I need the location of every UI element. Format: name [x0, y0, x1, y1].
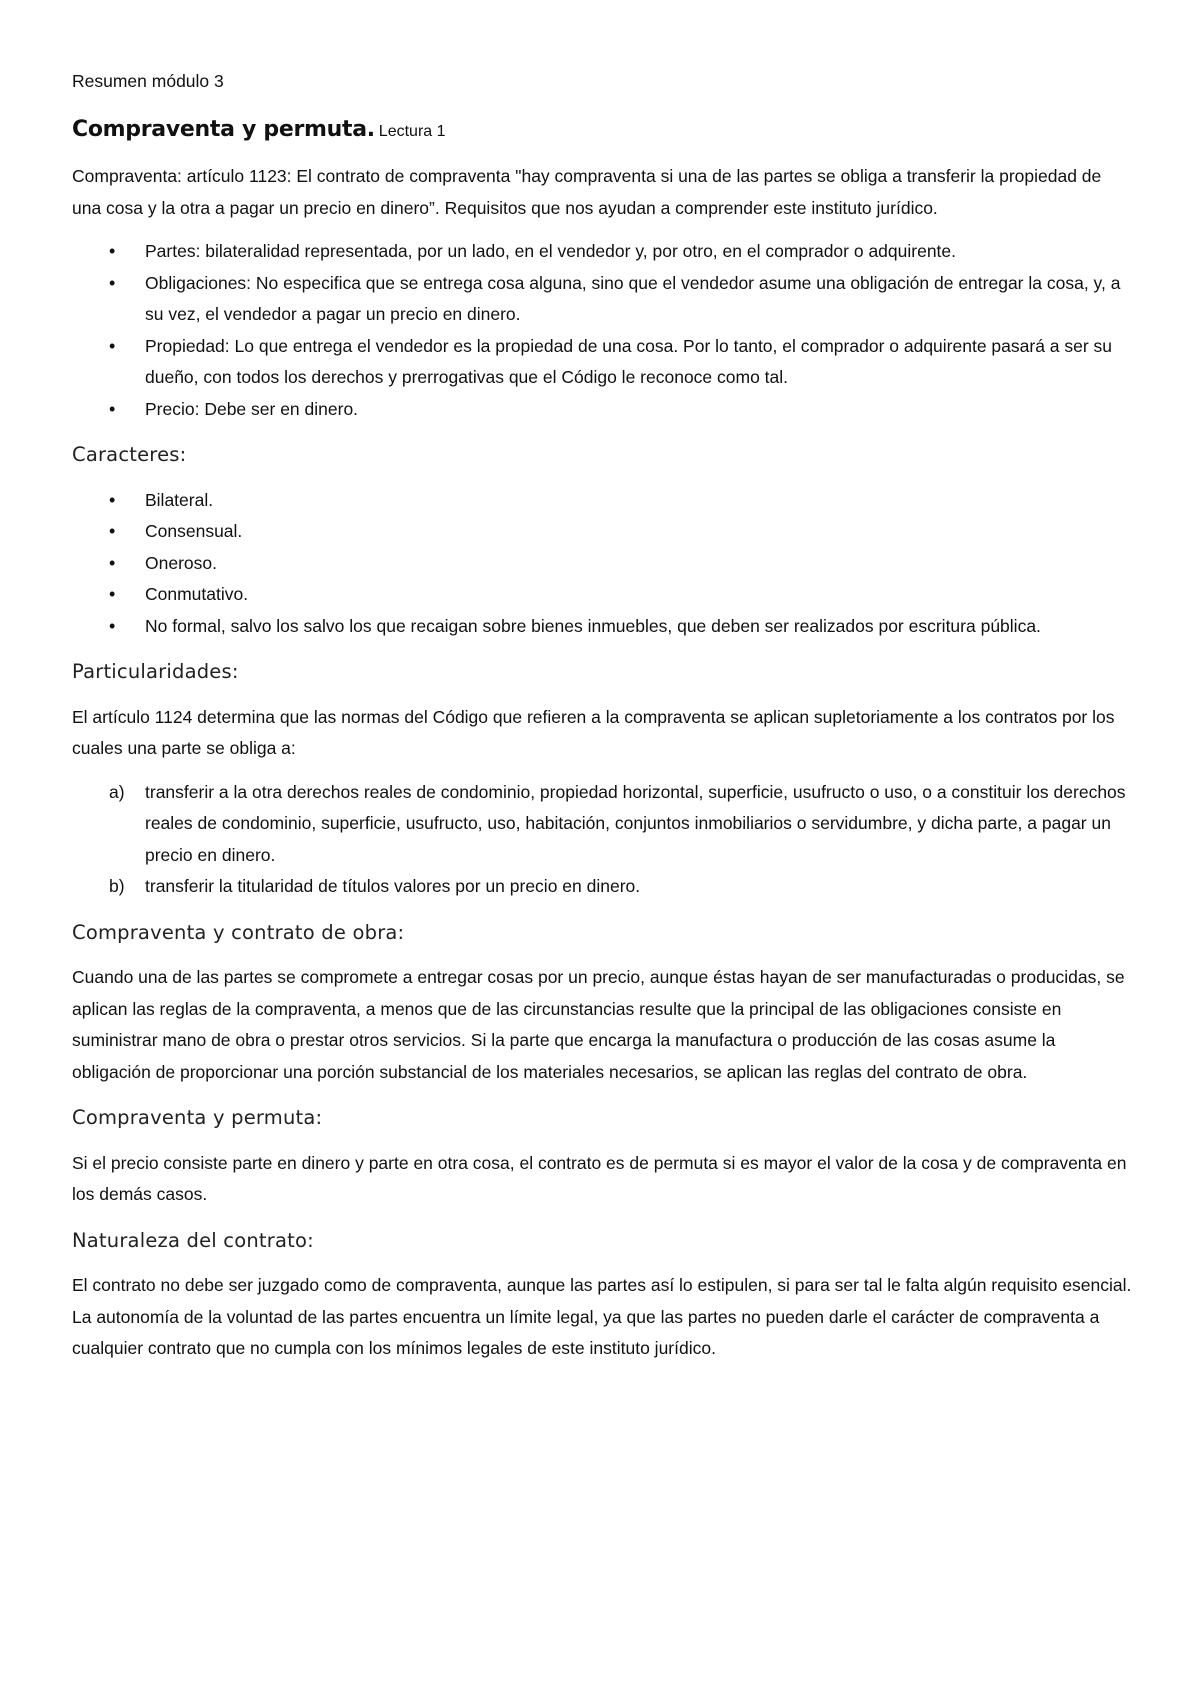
list-item: • Bilateral.: [72, 485, 1132, 517]
list-item: • Partes: bilateralidad representada, por un lado, en el vendedor y, por otro, en el comprador o adquirente.: [72, 236, 1132, 268]
title-sub: Lectura 1: [378, 122, 446, 140]
list-item: [72, 871, 1132, 903]
permuta-heading: Compraventa y permuta:: [72, 1106, 323, 1129]
title-main: Compraventa y permuta.: [72, 116, 375, 142]
list-item: • Conmutativo.: [72, 579, 1132, 611]
permuta-paragraph: Si el precio consiste parte en dinero y parte en otra cosa, el contrato es de permuta si es mayor el valor de la cosa y de compraventa en los demás casos.: [72, 1152, 1127, 1204]
particularidades-heading: Particularidades:: [72, 660, 239, 683]
list-marker: b): [109, 876, 125, 896]
particularidades-list: [72, 777, 1132, 903]
obra-heading: Compraventa y contrato de obra:: [72, 920, 405, 944]
naturaleza-paragraph: El contrato no debe ser juzgado como de compraventa, aunque las partes así lo estipulen, si para ser tal le falta algún requisito esencial. La autonomía de la voluntad de las partes encuentra un límite legal, ya que las partes no pueden darle el carácter de compraventa a cualquier contrato que no cumpla con los mínimos legales de este instituto jurídico.: [72, 1275, 1132, 1358]
list-item: • Oneroso.: [72, 548, 1132, 580]
naturaleza-heading: Naturaleza del contrato:: [72, 1228, 314, 1252]
list-item: • Propiedad: Lo que entrega el vendedor es la propiedad de una cosa. Por lo tanto, el comprador o adquirente pasará a ser su dueño, con todos los derechos y prerrogativas que el Código le reconoce como tal.: [72, 331, 1132, 394]
intro-paragraph: Compraventa: artículo 1123: El contrato de compraventa "hay compraventa si una de las partes se obliga a transferir la propiedad de una cosa y la otra a pagar un precio en dinero”. Requisitos que nos ayudan a comprender este instituto jurídico.: [72, 166, 1102, 218]
caracteres-heading: Caracteres:: [72, 443, 187, 466]
list-item: [72, 777, 1132, 872]
list-item: • Obligaciones: No especifica que se entrega cosa alguna, sino que el vendedor asume una obligación de entregar la cosa, y, a su vez, el vendedor a pagar un precio en dinero.: [72, 268, 1132, 331]
list-item: • Precio: Debe ser en dinero.: [72, 394, 1132, 426]
document-header: Resumen módulo 3: [72, 71, 224, 91]
requisitos-list: [72, 236, 1132, 425]
list-item: • No formal, salvo los salvo los que recaigan sobre bienes inmuebles, que deben ser realizados por escritura pública.: [72, 611, 1132, 643]
document-page: [72, 66, 1132, 1377]
particularidades-paragraph: El artículo 1124 determina que las normas del Código que refieren a la compraventa se aplican supletoriamente a los contratos por los cuales una parte se obliga a:: [72, 706, 1115, 758]
caracteres-list: [72, 485, 1132, 643]
obra-paragraph: Cuando una de las partes se compromete a entregar cosas por un precio, aunque éstas hayan de ser manufacturadas o producidas, se aplican las reglas de la compraventa, a menos que de las circunstancias resulte que la principal de las obligaciones consiste en suministrar mano de obra o prestar otros servicios. Si la parte que encarga la manufactura o producción de las cosas asume la obligación de proporcionar una porción substancial de los materiales necesarios, se aplican las reglas del contrato de obra.: [72, 967, 1125, 1082]
document-title: [72, 114, 1132, 148]
list-item: • Consensual.: [72, 516, 1132, 548]
list-item-text: transferir a la otra derechos reales de condominio, propiedad horizontal, superficie, usufructo o uso, o a constituir los derechos reales de condominio, superficie, usufructo, uso, habitación, conjuntos inmobiliarios o servidumbre, y dicha parte, a pagar un precio en dinero.: [145, 781, 1126, 865]
list-item-text: transferir la titularidad de títulos valores por un precio en dinero.: [145, 876, 641, 896]
list-marker: a): [109, 781, 125, 802]
